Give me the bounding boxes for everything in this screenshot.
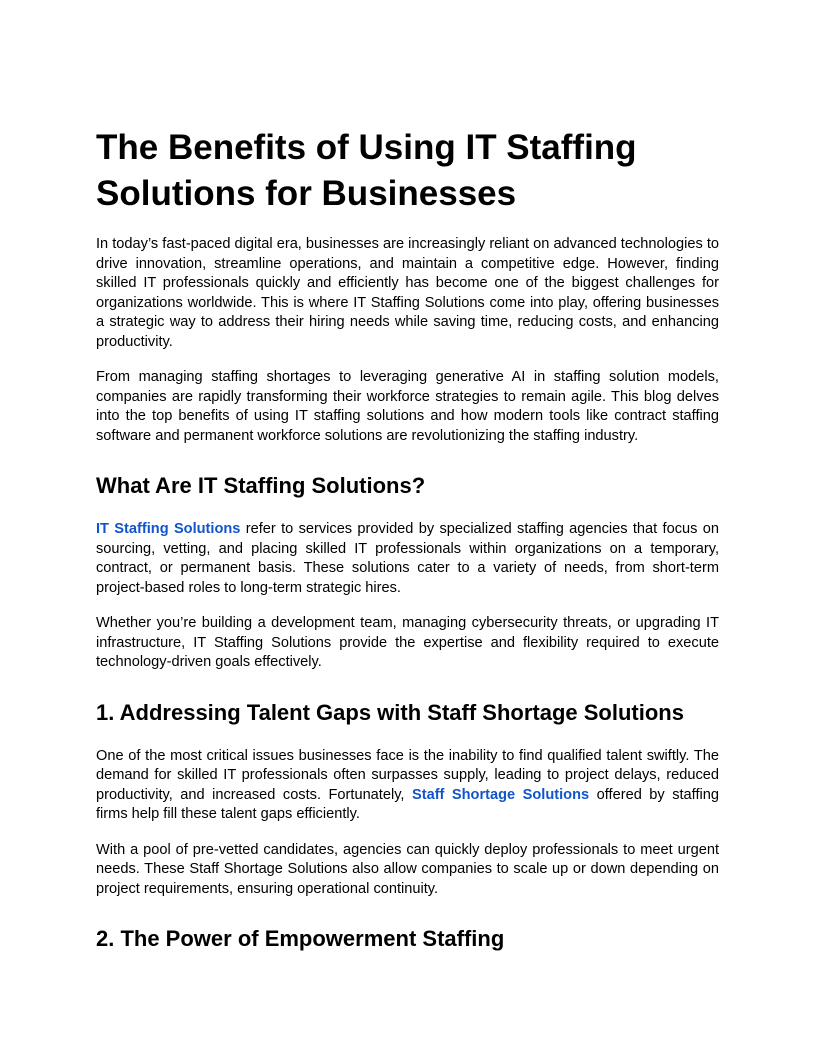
section-heading-empowerment: 2. The Power of Empowerment Staffing — [96, 926, 505, 951]
section2-paragraph-2: With a pool of pre-vetted candidates, agencies can quickly deploy professionals to meet urgent needs. These Staff Shortage Solutions also allow companies to scale up or down depending on project requirements, ensuring operational continuity. — [96, 841, 719, 897]
staff-shortage-solutions-link[interactable]: Staff Shortage Solutions — [411, 786, 590, 803]
intro-paragraph-2: From managing staffing shortages to leveraging generative AI in staffing solution models, companies are rapidly transforming their workforce strategies to remain agile. This blog delves into the top benefits of using IT staffing solutions and how modern tools like contract staffing software and permanent workforce solutions are revolutionizing the staffing industry. — [96, 369, 719, 444]
section1-paragraph-2: Whether you’re building a development team, managing cybersecurity threats, or upgrading IT infrastructure, IT Staffing Solutions provide the expertise and flexibility required to execute technology-driven goals effectively. — [96, 615, 719, 670]
document-page — [96, 125, 719, 973]
intro-paragraph-1: In today’s fast-paced digital era, businesses are increasingly reliant on advanced technologies to drive innovation, streamline operations, and maintain a competitive edge. However, finding skilled IT professionals quickly and efficiently has become one of the biggest challenges for organizations worldwide. This is where IT Staffing Solutions come into play, offering businesses a strategic way to address their hiring needs while saving time, reducing costs, and enhancing productivity. — [96, 236, 719, 350]
it-staffing-solutions-link[interactable]: IT Staffing Solutions — [96, 521, 241, 537]
section-heading-talent-gaps: 1. Addressing Talent Gaps with Staff Shortage Solutions — [96, 699, 684, 725]
section2-paragraph-1-before: One of the most critical issues businesses face is the inability to find qualified talent swiftly. The demand for skilled IT professionals often surpasses supply, leading to project delays, reduced productivity, and increased costs. Fortunately, — [96, 747, 719, 803]
section2-paragraph-1 — [96, 747, 719, 825]
section2-paragraph-1-after: offered by staffing firms help fill these talent gaps efficiently. — [96, 786, 719, 822]
document-title: The Benefits of Using IT Staffing Solutions for Businesses — [96, 128, 637, 213]
section1-paragraph-1 — [96, 520, 719, 598]
section-heading-what-are: What Are IT Staffing Solutions? — [96, 473, 426, 498]
section1-paragraph-1-text: refer to services provided by specialized staffing agencies that focus on sourcing, vetting, and placing skilled IT professionals within organizations on a temporary, contract, or permanent basis. These solutions cater to a variety of needs, from short-term project-based roles to long-term strategic hires. — [96, 521, 719, 596]
